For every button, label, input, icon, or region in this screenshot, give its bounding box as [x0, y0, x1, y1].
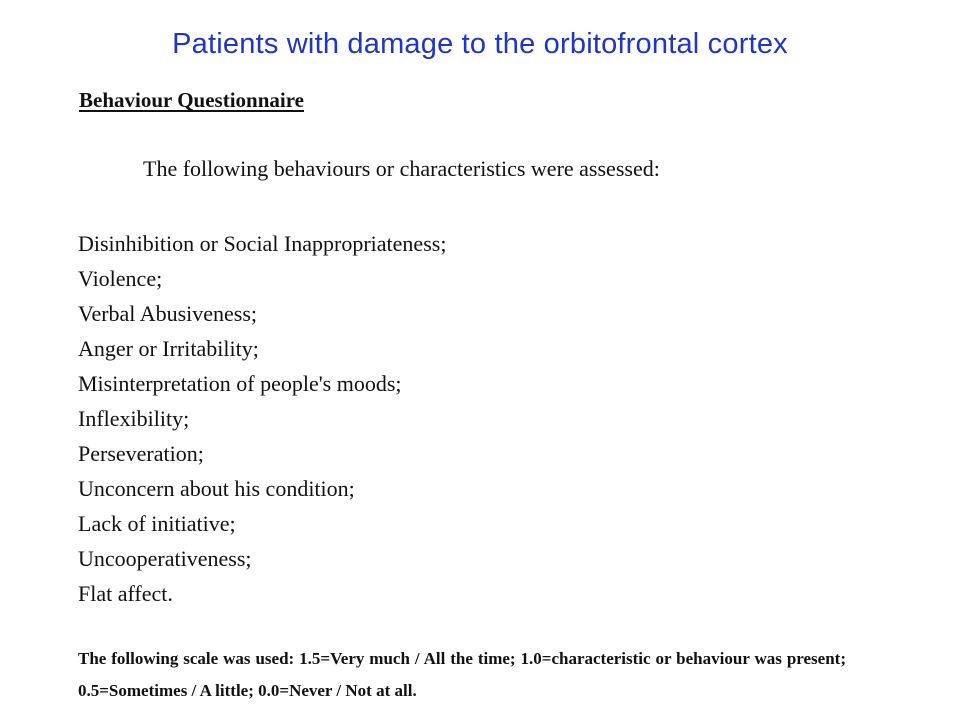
list-item: Anger or Irritability;: [78, 336, 259, 361]
list-item: Disinhibition or Social Inappropriateness;: [78, 231, 447, 256]
list-item: Perseveration;: [78, 441, 204, 466]
behaviour-list: [78, 226, 446, 611]
list-item: Misinterpretation of people's moods;: [78, 371, 402, 396]
scale-note: The following scale was used: 1.5=Very much / All the time; 1.0=characteristic or behaviour was present; 0.5=Sometimes / A little; 0.0=Never / Not at all.: [78, 649, 846, 700]
slide-title: Patients with damage to the orbitofrontal cortex: [172, 28, 788, 60]
intro-sentence: The following behaviours or characteristics were assessed:: [143, 156, 660, 181]
list-item: Verbal Abusiveness;: [78, 301, 258, 326]
list-item: Inflexibility;: [78, 406, 190, 431]
list-item: Flat affect.: [78, 581, 173, 606]
list-item: Uncooperativeness;: [78, 546, 252, 571]
list-item: Lack of initiative;: [78, 511, 236, 536]
scanned-document: [0, 80, 960, 720]
questionnaire-heading: Behaviour Questionnaire: [79, 88, 305, 112]
list-item: Violence;: [78, 266, 163, 291]
list-item: Unconcern about his condition;: [78, 476, 355, 501]
